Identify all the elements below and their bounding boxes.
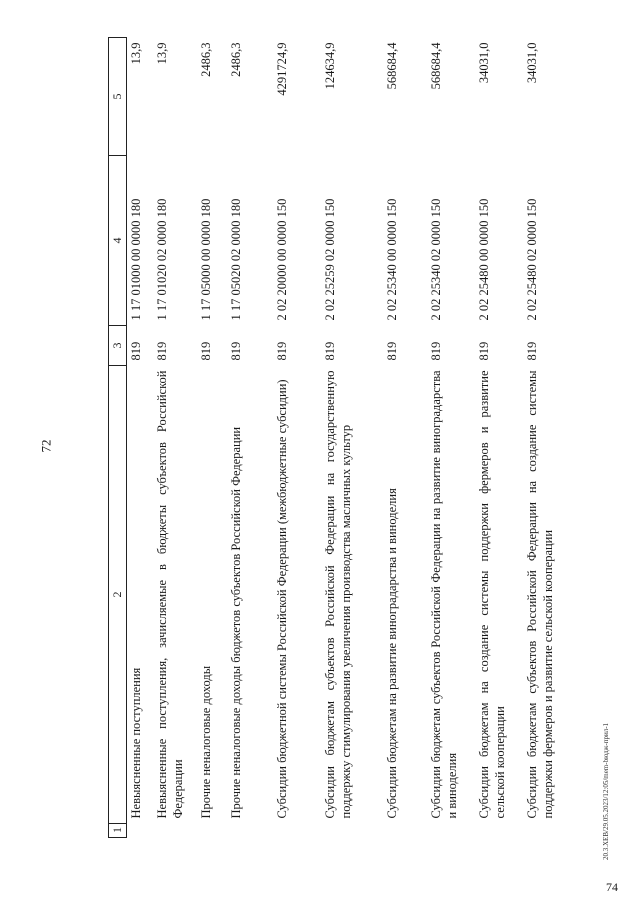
revenue-table-rotated bbox=[108, 38, 555, 838]
amount: 568684,4 bbox=[385, 42, 399, 90]
row-index-cell bbox=[523, 824, 589, 838]
table-row bbox=[227, 38, 273, 838]
revenue-name: Субсидии бюджетам субъектов Российской Федерации на государственную поддержку стимулирования увеличения производства масличных культур bbox=[323, 370, 353, 819]
budget-classification-code: 1 17 01000 00 0000 180 bbox=[129, 198, 143, 321]
admin-code: 819 bbox=[429, 341, 443, 361]
page-number-top: 72 bbox=[38, 439, 54, 453]
revenue-name: Невыясненные поступления bbox=[129, 667, 143, 819]
row-index-cell bbox=[153, 824, 197, 838]
revenue-name: Прочие неналоговые доходы bbox=[199, 665, 213, 819]
admin-code: 819 bbox=[275, 341, 289, 361]
admin-code: 819 bbox=[199, 341, 213, 361]
amount: 2486,3 bbox=[199, 42, 213, 77]
admin-code: 819 bbox=[129, 341, 143, 361]
footer-document-code: 20.3.XEB/29.05.2023/12:05/mem-bюдж-прил-1 bbox=[602, 722, 610, 860]
header-col-1: 1 bbox=[109, 824, 127, 838]
budget-classification-code: 2 02 25480 00 0000 150 bbox=[477, 198, 491, 321]
admin-code: 819 bbox=[229, 341, 243, 361]
amount: 34031,0 bbox=[477, 42, 491, 84]
budget-classification-code: 2 02 25340 02 0000 150 bbox=[429, 198, 443, 321]
revenue-name: Прочие неналоговые доходы бюджетов субъектов Российской Федерации bbox=[229, 426, 243, 819]
row-index-cell bbox=[227, 824, 273, 838]
table-row bbox=[383, 38, 427, 838]
header-col-4: 4 bbox=[109, 156, 127, 326]
admin-code: 819 bbox=[385, 341, 399, 361]
budget-classification-code: 2 02 25340 00 0000 150 bbox=[385, 198, 399, 321]
table-row bbox=[273, 38, 321, 838]
table-row bbox=[321, 38, 383, 838]
admin-code: 819 bbox=[323, 341, 337, 361]
amount: 13,9 bbox=[155, 42, 169, 65]
amount: 568684,4 bbox=[429, 42, 443, 90]
amount: 4291724,9 bbox=[275, 42, 289, 96]
table-row bbox=[475, 38, 523, 838]
admin-code: 819 bbox=[525, 341, 539, 361]
row-index-cell bbox=[197, 824, 227, 838]
row-index-cell bbox=[383, 824, 427, 838]
budget-classification-code: 1 17 05020 02 0000 180 bbox=[229, 198, 243, 321]
table-header-row bbox=[109, 38, 127, 838]
amount: 13,9 bbox=[129, 42, 143, 65]
admin-code: 819 bbox=[155, 341, 169, 361]
budget-classification-code: 2 02 25259 02 0000 150 bbox=[323, 198, 337, 321]
revenue-name: Субсидии бюджетам на развитие виноградарства и виноделия bbox=[385, 488, 399, 819]
table-row bbox=[523, 38, 589, 838]
revenue-name: Субсидии бюджетной системы Российской Федерации (межбюджетные субсидии) bbox=[275, 379, 289, 819]
budget-classification-code: 1 17 05000 00 0000 180 bbox=[199, 198, 213, 321]
budget-classification-code: 2 02 20000 00 0000 150 bbox=[275, 198, 289, 321]
header-col-3: 3 bbox=[109, 326, 127, 366]
row-index-cell bbox=[273, 824, 321, 838]
revenue-name: Субсидии бюджетам субъектов Российской Федерации на создание системы поддержки фермеров и развитие сельской кооперации bbox=[525, 370, 555, 819]
page-number-bottom: 74 bbox=[606, 880, 618, 894]
row-index-cell bbox=[475, 824, 523, 838]
header-col-2: 2 bbox=[109, 366, 127, 824]
row-index-cell bbox=[127, 824, 154, 838]
table-row bbox=[127, 38, 154, 838]
amount: 2486,3 bbox=[229, 42, 243, 77]
revenue-name: Невыясненные поступления, зачисляемые в бюджеты субъектов Российской Федерации bbox=[155, 370, 185, 819]
table-row bbox=[153, 38, 197, 838]
budget-classification-code: 1 17 01020 02 0000 180 bbox=[155, 198, 169, 321]
row-index-cell bbox=[321, 824, 383, 838]
amount: 34031,0 bbox=[525, 42, 539, 84]
revenue-name: Субсидии бюджетам субъектов Российской Федерации на развитие виноградарства и виноделия bbox=[429, 370, 459, 819]
row-index-cell bbox=[427, 824, 475, 838]
table-row bbox=[197, 38, 227, 838]
table-row bbox=[427, 38, 475, 838]
revenue-table bbox=[108, 37, 589, 838]
admin-code: 819 bbox=[477, 341, 491, 361]
budget-classification-code: 2 02 25480 02 0000 150 bbox=[525, 198, 539, 321]
amount: 124634,9 bbox=[323, 42, 337, 90]
header-col-5: 5 bbox=[109, 38, 127, 156]
revenue-name: Субсидии бюджетам на создание системы поддержки фермеров и развитие сельской кооперации bbox=[477, 370, 507, 819]
